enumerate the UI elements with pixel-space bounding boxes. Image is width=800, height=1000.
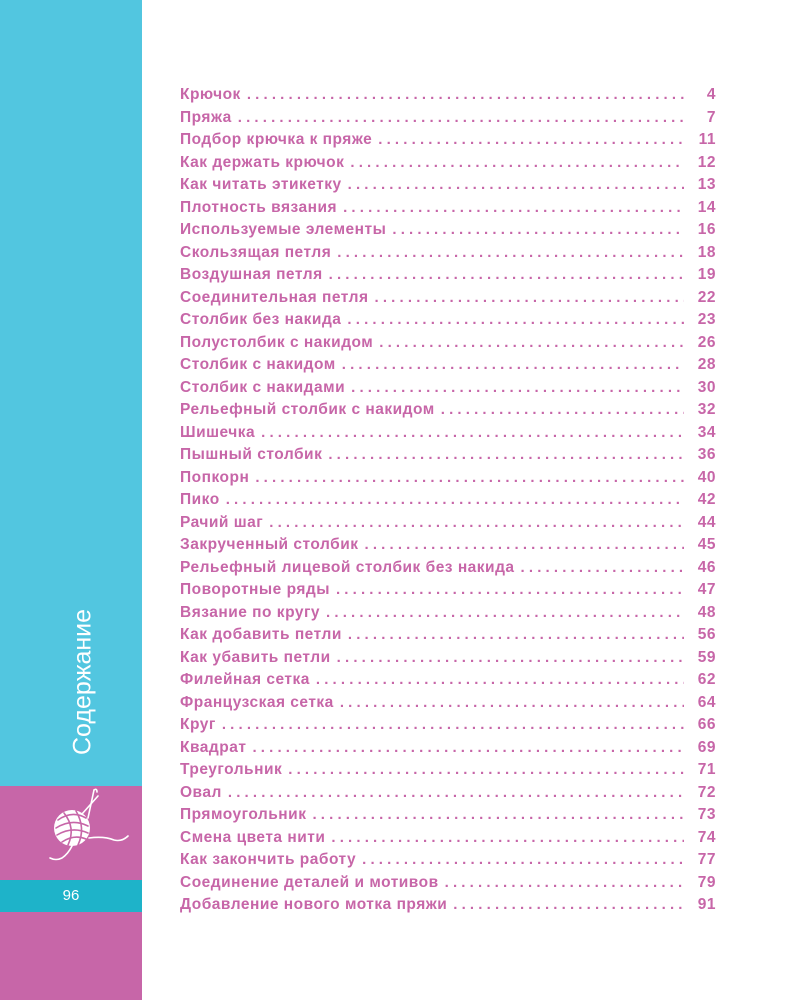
toc-entry-page: 71 [697,761,716,778]
toc-entry-page: 62 [697,671,716,688]
toc-entry[interactable] [180,86,716,109]
toc-dot-leader [347,311,684,328]
toc-dot-leader [364,536,684,553]
toc-entry-title: Прямоугольник [180,806,307,823]
toc-entry-title: Подбор крючка к пряже [180,131,373,148]
toc-entry-title: Рачий шаг [180,513,264,531]
toc-entry-page: 79 [697,873,716,891]
toc-entry-title: Используемые элементы [180,221,387,238]
toc-entry-title: Столбик с накидами [180,378,346,396]
toc-entry-page: 47 [697,581,716,598]
toc-entry-page: 48 [697,603,716,621]
toc-entry-title: Овал [180,783,222,801]
toc-entry-page: 30 [697,378,716,396]
toc-entry[interactable] [180,874,716,897]
toc-entry-page: 91 [697,896,716,913]
yarn-ball-with-hook-icon [42,788,132,868]
toc-dot-leader [336,581,684,598]
toc-entry[interactable] [180,829,716,852]
toc-entry-title: Смена цвета нити [180,828,326,846]
toc-entry-title: Филейная сетка [180,671,310,688]
toc-dot-leader [261,424,684,441]
toc-entry-title: Соединение деталей и мотивов [180,873,439,891]
toc-entry-page: 77 [697,851,716,868]
toc-entry-page: 66 [697,716,716,733]
toc-dot-leader [226,491,684,508]
toc-entry[interactable] [180,401,716,424]
toc-entry[interactable] [180,221,716,244]
toc-entry[interactable] [180,716,716,739]
toc-dot-leader [337,244,684,261]
toc-entry[interactable] [180,761,716,784]
toc-entry[interactable] [180,334,716,357]
toc-entry[interactable] [180,356,716,379]
toc-entry-title: Пико [180,491,220,508]
toc-entry-page: 73 [697,806,716,823]
toc-entry[interactable] [180,896,716,919]
toc-entry-page: 46 [697,558,716,576]
toc-entry-title: Попкорн [180,468,250,486]
toc-entry-page: 36 [697,446,716,463]
toc-dot-leader [269,514,684,531]
toc-entry[interactable] [180,244,716,267]
toc-entry[interactable] [180,289,716,312]
toc-entry[interactable] [180,311,716,334]
toc-entry-title: Пышный столбик [180,446,323,463]
toc-entry[interactable] [180,851,716,874]
toc-entry[interactable] [180,784,716,807]
toc-entry-title: Скользящая петля [180,243,332,261]
toc-entry-title: Рельефный лицевой столбик без накида [180,558,515,576]
toc-entry-page: 22 [697,288,716,306]
toc-entry[interactable] [180,199,716,222]
toc-entry[interactable] [180,694,716,717]
toc-entry[interactable] [180,379,716,402]
toc-dot-leader [375,289,684,306]
toc-entry-page: 69 [697,738,716,756]
toc-entry-page: 23 [697,311,716,328]
toc-entry-title: Крючок [180,86,241,103]
toc-entry-page: 72 [697,783,716,801]
toc-dot-leader [337,649,684,666]
toc-entry-page: 45 [697,536,716,553]
toc-entry[interactable] [180,424,716,447]
toc-entry-title: Как держать крючок [180,153,345,171]
toc-entry-title: Полустолбик с накидом [180,333,374,351]
toc-entry[interactable] [180,649,716,672]
toc-dot-leader [343,199,684,216]
toc-dot-leader [228,784,684,801]
toc-entry-title: Пряжа [180,108,232,126]
toc-dot-leader [331,829,684,846]
toc-entry-page: 40 [697,468,716,486]
toc-dot-leader [255,469,684,486]
toc-entry[interactable] [180,626,716,649]
toc-entry-title: Добавление нового мотка пряжи [180,896,448,913]
toc-entry-page: 56 [697,626,716,643]
toc-dot-leader [378,131,684,148]
toc-entry-page: 64 [697,693,716,711]
toc-entry-page: 12 [697,153,716,171]
toc-entry-page: 74 [697,828,716,846]
toc-dot-leader [521,559,684,576]
toc-entry[interactable] [180,671,716,694]
toc-dot-leader [326,604,684,621]
toc-entry-page: 7 [706,108,716,126]
toc-entry-title: Треугольник [180,761,283,778]
toc-dot-leader [348,176,684,193]
toc-entry[interactable] [180,581,716,604]
toc-entry-page: 26 [697,333,716,351]
toc-entry[interactable] [180,806,716,829]
toc-entry-title: Как читать этикетку [180,176,342,193]
toc-entry-title: Столбик с накидом [180,356,336,373]
toc-dot-leader [441,401,684,418]
toc-entry-page: 19 [697,266,716,283]
toc-entry[interactable] [180,491,716,514]
toc-entry-title: Воздушная петля [180,266,323,283]
toc-entry-title: Поворотные ряды [180,581,330,598]
toc-entry[interactable] [180,604,716,627]
toc-entry-title: Соединительная петля [180,288,369,306]
toc-entry-page: 32 [697,401,716,418]
toc-entry[interactable] [180,266,716,289]
toc-entry-page: 4 [706,86,716,103]
toc-dot-leader [252,739,684,756]
toc-entry-title: Шишечка [180,423,256,441]
toc-entry-title: Как убавить петли [180,648,331,666]
toc-entry-page: 16 [697,221,716,238]
toc-entry[interactable] [180,559,716,582]
toc-entry-page: 59 [697,648,716,666]
section-title: Содержание [68,608,97,756]
page-number: 96 [62,887,80,904]
toc-entry-title: Квадрат [180,738,247,756]
toc-entry[interactable] [180,469,716,492]
table-of-contents [180,86,716,919]
toc-entry-title: Как закончить работу [180,851,357,868]
toc-dot-leader [445,874,684,891]
toc-entry-page: 18 [697,243,716,261]
toc-entry[interactable] [180,446,716,469]
toc-entry-title: Французская сетка [180,693,334,711]
toc-entry-title: Вязание по кругу [180,603,321,621]
toc-dot-leader [340,694,684,711]
toc-entry-page: 42 [697,491,716,508]
toc-entry-page: 28 [697,356,716,373]
toc-entry-title: Плотность вязания [180,198,338,216]
toc-entry[interactable] [180,131,716,154]
toc-entry-page: 11 [698,131,716,148]
toc-dot-leader [222,716,684,733]
toc-dot-leader [312,806,684,823]
toc-entry-title: Как добавить петли [180,626,342,643]
toc-entry[interactable] [180,536,716,559]
toc-entry-title: Столбик без накида [180,311,342,328]
toc-dot-leader [362,851,684,868]
toc-entry[interactable] [180,176,716,199]
toc-entry-title: Закрученный столбик [180,536,359,553]
toc-dot-leader [342,356,684,373]
toc-dot-leader [328,446,684,463]
toc-dot-leader [379,334,684,351]
toc-entry-page: 44 [697,513,716,531]
toc-dot-leader [238,109,684,126]
sidebar [0,0,142,1000]
toc-entry-title: Рельефный столбик с накидом [180,401,435,418]
toc-dot-leader [351,379,684,396]
toc-dot-leader [453,896,684,913]
toc-entry-page: 34 [697,423,716,441]
toc-dot-leader [348,626,684,643]
toc-entry[interactable] [180,109,716,132]
toc-entry[interactable] [180,154,716,177]
toc-entry-page: 14 [697,198,716,216]
toc-entry-page: 13 [697,176,716,193]
toc-dot-leader [316,671,684,688]
toc-entry-title: Круг [180,716,216,733]
toc-dot-leader [392,221,684,238]
toc-entry[interactable] [180,739,716,762]
toc-dot-leader [288,761,684,778]
toc-dot-leader [350,154,684,171]
toc-dot-leader [247,86,684,103]
toc-entry[interactable] [180,514,716,537]
toc-dot-leader [329,266,684,283]
